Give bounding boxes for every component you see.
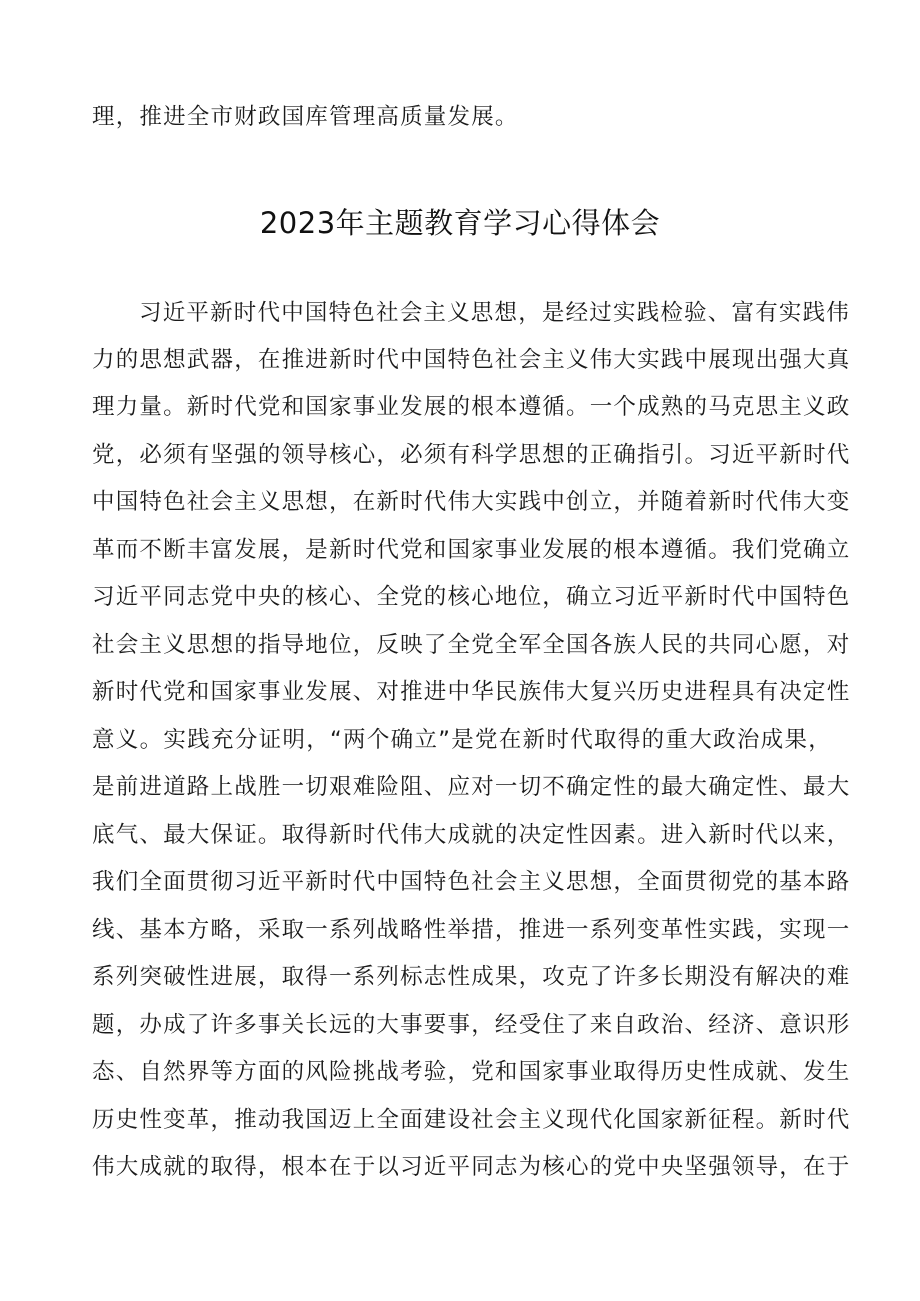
paragraph-line: 中国特色社会主义思想，在新时代伟大实践中创立，并随着新时代伟大变 xyxy=(92,489,851,515)
paragraph-line: 力的思想武器，在推进新时代中国特色社会主义伟大实践中展现出强大真 xyxy=(92,347,851,373)
paragraph-line: 伟大成就的取得，根本在于以习近平同志为核心的党中央坚强领导，在于 xyxy=(92,1154,851,1180)
paragraph-line: 意义。实践充分证明，“两个确立”是党在新时代取得的重大政治成果， xyxy=(92,727,832,753)
paragraph-line: 态、自然界等方面的风险挑战考验，党和国家事业取得历史性成就、发生 xyxy=(92,1059,851,1085)
paragraph-line: 习近平新时代中国特色社会主义思想，是经过实践检验、富有实践伟 xyxy=(139,300,851,326)
paragraph-line: 题，办成了许多事关长远的大事要事，经受住了来自政治、经济、意识形 xyxy=(92,1012,851,1038)
paragraph-line: 我们全面贯彻习近平新时代中国特色社会主义思想，全面贯彻党的基本路 xyxy=(92,869,851,895)
paragraph-line: 历史性变革，推动我国迈上全面建设社会主义现代化国家新征程。新时代 xyxy=(92,1107,851,1133)
carryover-text-line: 理，推进全市财政国库管理高质量发展。 xyxy=(92,104,519,130)
paragraph-line: 社会主义思想的指导地位，反映了全党全军全国各族人民的共同心愿，对 xyxy=(92,632,851,658)
paragraph-line: 革而不断丰富发展，是新时代党和国家事业发展的根本遵循。我们党确立 xyxy=(92,537,851,563)
paragraph-line: 是前进道路上战胜一切艰难险阻、应对一切不确定性的最大确定性、最大 xyxy=(92,774,851,800)
paragraph-line: 底气、最大保证。取得新时代伟大成就的决定性因素。进入新时代以来， xyxy=(92,822,851,848)
paragraph-line: 习近平同志党中央的核心、全党的核心地位，确立习近平新时代中国特色 xyxy=(92,584,851,610)
paragraph-line: 线、基本方略，采取一系列战略性举措，推进一系列变革性实践，实现一 xyxy=(92,917,851,943)
document-title: 2023年主题教育学习心得体会 xyxy=(259,206,661,240)
paragraph-line: 党，必须有坚强的领导核心，必须有科学思想的正确指引。习近平新时代 xyxy=(92,442,851,468)
paragraph-line: 系列突破性进展，取得一系列标志性成果，攻克了许多长期没有解决的难 xyxy=(92,964,851,990)
paragraph-line: 新时代党和国家事业发展、对推进中华民族伟大复兴历史进程具有决定性 xyxy=(92,679,851,705)
paragraph-line: 理力量。新时代党和国家事业发展的根本遵循。一个成熟的马克思主义政 xyxy=(92,394,851,420)
